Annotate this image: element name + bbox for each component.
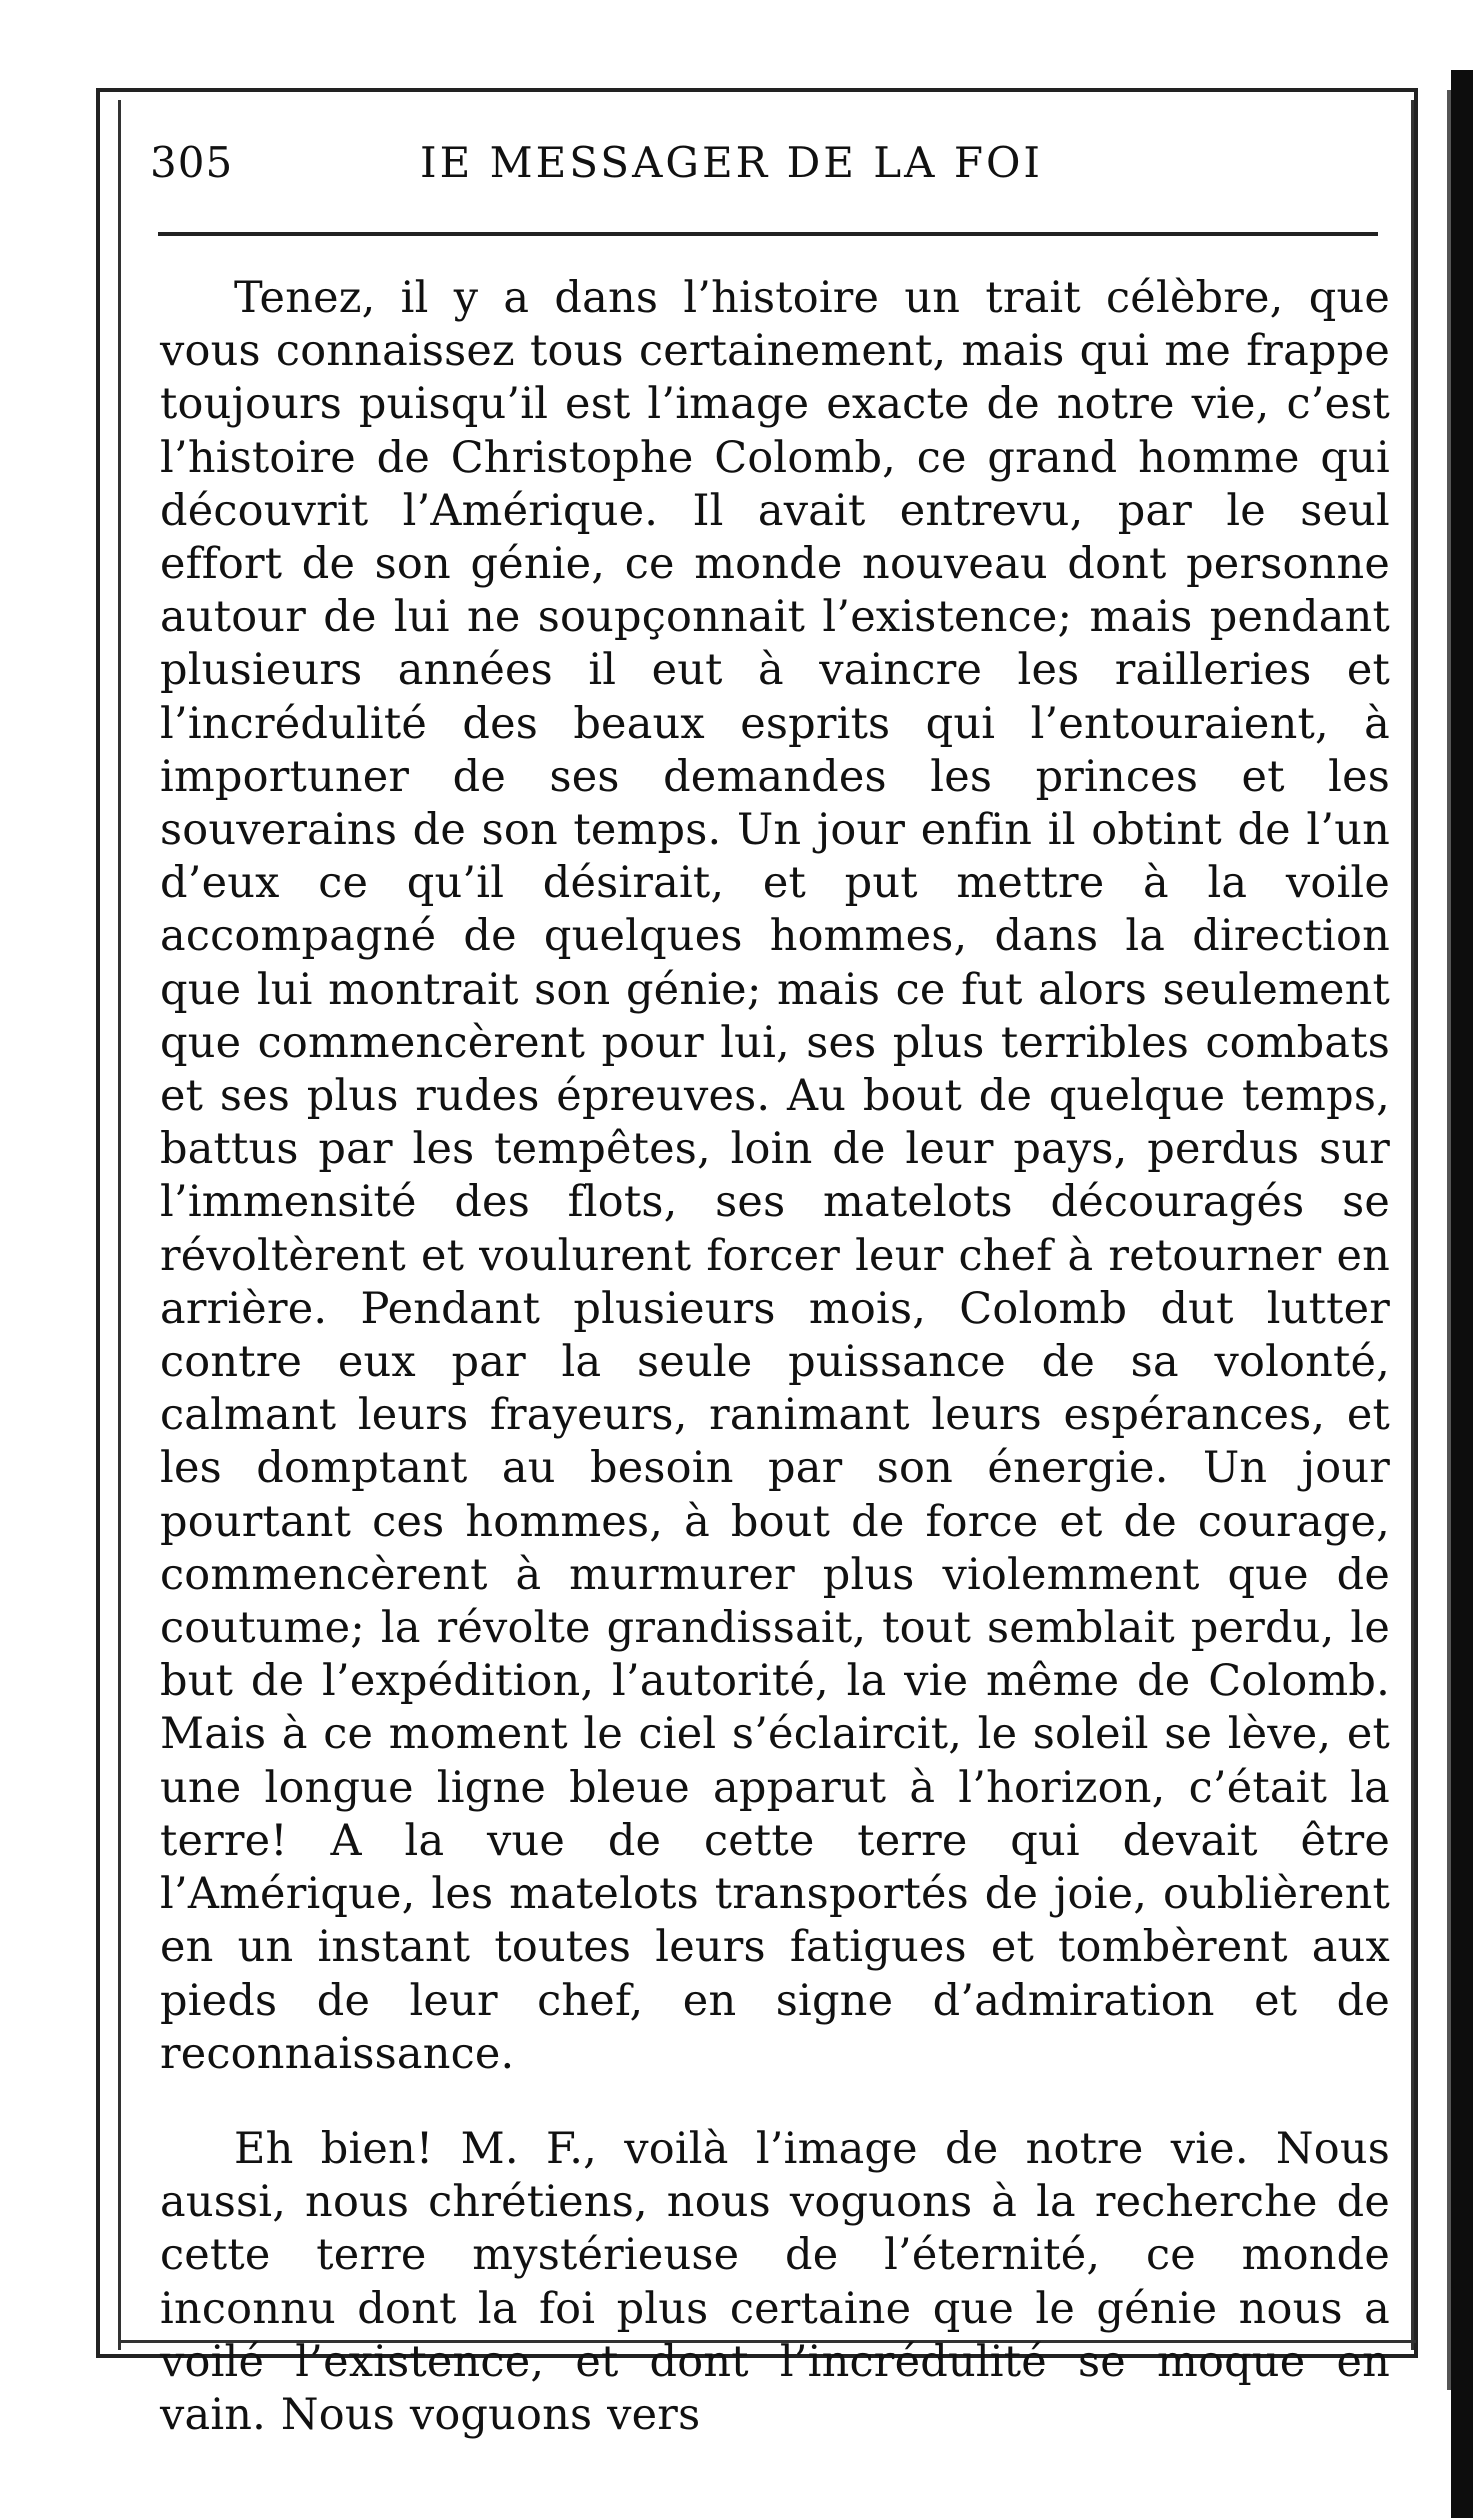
spine-edge xyxy=(1447,90,1451,2390)
page-header xyxy=(150,138,1390,198)
page-number: 305 xyxy=(150,138,234,187)
header-rule xyxy=(158,232,1378,236)
paragraph-colomb-story: Tenez, il y a dans l’histoire un trait célèbre, que vous connaissez tous certainement, mais qui me frappe toujours puisqu’il est l’image exacte de notre vie, c’est l’histoire de Christophe Colomb, ce grand homme qui découvrit l’Amérique. Il avait entrevu, par le seul effort de son génie, ce monde nouveau dont personne autour de lui ne soupçonnait l’existence; mais pendant plusieurs années il eut à vaincre les railleries et l’incrédulité des beaux esprits qui l’entouraient, à importuner de ses demandes les princes et les souverains de son temps. Un jour enfin il obtint de l’un d’eux ce qu’il désirait, et put mettre à la voile accompagné de quelques hommes, dans la direction que lui montrait son génie; mais ce fut alors seulement que commencèrent pour lui, ses plus terribles combats et ses plus rudes épreuves. Au bout de quelque temps, battus par les tempêtes, loin de leur pays, perdus sur l’immensité des flots, ses matelots découragés se révoltèrent et voulurent forcer leur chef à retourner en arrière. Pendant plusieurs mois, Colomb dut lutter contre eux par la seule puissance de sa volonté, calmant leurs frayeurs, ranimant leurs espérances, et les domptant au besoin par son énergie. Un jour pourtant ces hommes, à bout de force et de courage, commencèrent à murmurer plus violemment que de coutume; la révolte grandissait, tout semblait perdu, le but de l’expédition, l’autorité, la vie même de Colomb. Mais à ce moment le ciel s’éclaircit, le soleil se lève, et une longue ligne bleue apparut à l’horizon, c’était la terre! A la vue de cette terre qui devait être l’Amérique, les matelots transportés de joie, oublièrent en un instant toutes leurs fatigues et tombèrent aux pieds de leur chef, en signe d’admiration et de reconnaissance. xyxy=(160,273,1390,2079)
paragraph-application: Eh bien! M. F., voilà l’image de notre vie. Nous aussi, nous chrétiens, nous voguons à la recherche de cette terre mystérieuse de l’éternité, ce monde inconnu dont la foi plus certaine que le génie nous a voilé l’existence, et dont l’incrédulité se moque en vain. Nous voguons vers xyxy=(160,2123,1390,2440)
book-spine-shadow xyxy=(1451,70,1473,2518)
running-head: IE MESSAGER DE LA FOI xyxy=(420,138,1044,187)
text-body xyxy=(160,272,1390,2442)
